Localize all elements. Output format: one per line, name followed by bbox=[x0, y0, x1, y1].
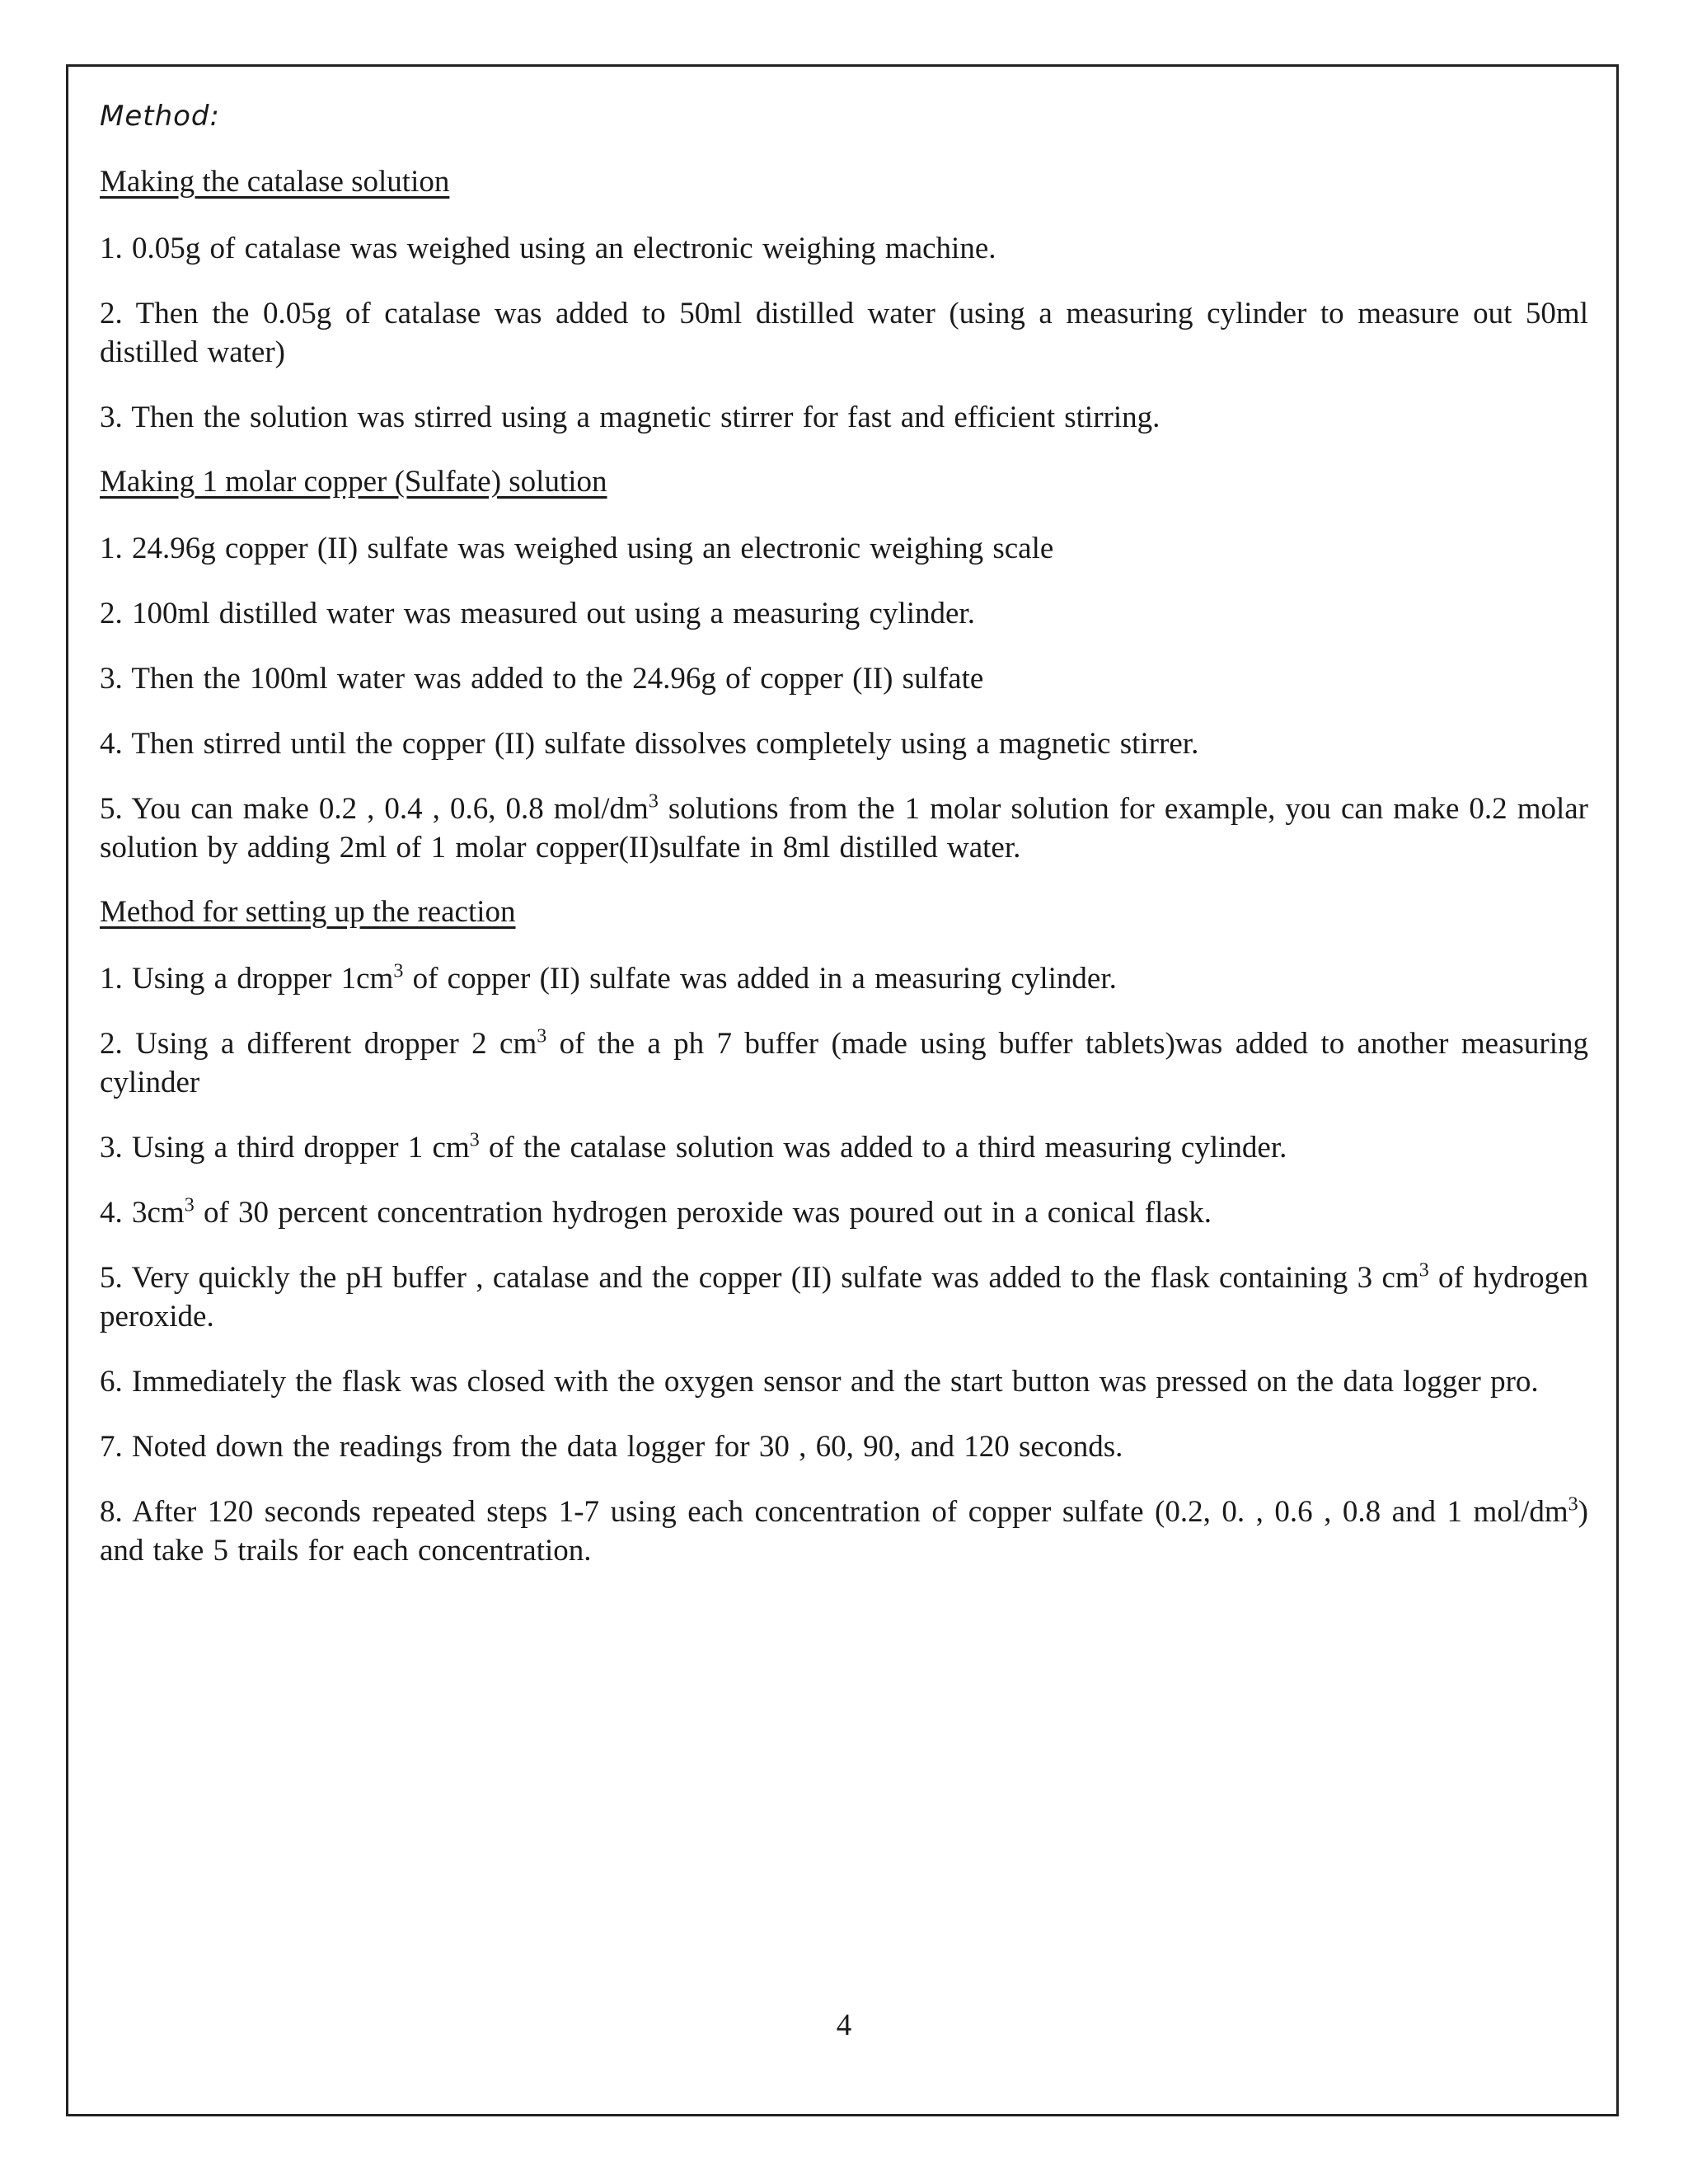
step-paragraph: 5. Very quickly the pH buffer , catalase and the copper (II) sulfate was added to the flask containing 3 $cm^3$ of hydrogen peroxide. bbox=[100, 1259, 1588, 1333]
section-title: Method for setting up the reaction bbox=[100, 895, 516, 929]
step-paragraph: 1. 24.96g copper (II) sulfate was weighed using an electronic weighing scale bbox=[100, 532, 1054, 565]
step-paragraph: 3. Using a third dropper 1 $cm^3$ of the catalase solution was added to a third measuring cylinder. bbox=[100, 1129, 1287, 1165]
section-making-catalase bbox=[100, 163, 1588, 437]
step-paragraph: 2. Using a different dropper 2 $cm^3$ of the a ph 7 buffer (made using buffer tablets)was added to another measuring cylinder bbox=[100, 1025, 1588, 1099]
step-paragraph: 6. Immediately the flask was closed with the oxygen sensor and the start button was pressed on the data logger pro. bbox=[100, 1365, 1539, 1399]
step-paragraph: 4. $3cm^3$ of 30 percent concentration hydrogen peroxide was poured out in a conical flask. bbox=[100, 1194, 1212, 1230]
step-paragraph: 3. Then the 100ml water was added to the 24.96g of copper (II) sulfate bbox=[100, 662, 984, 696]
document-body bbox=[100, 97, 1588, 1596]
step-paragraph: 5. You can make 0.2 , 0.4 , 0.6, 0.8 mol/$dm^3$ solutions from the 1 molar solution for example, you can make 0.2 molar solution by adding 2ml of 1 molar copper(II)sulfate in 8ml distilled water. bbox=[100, 790, 1588, 865]
section-making-copper-sulfate bbox=[100, 463, 1588, 867]
step-paragraph: 8. After 120 seconds repeated steps 1-7 using each concentration of copper sulfate (0.2, 0. , 0.6 , 0.8 and 1 mol/$dm^3$) and take 5 trails for each concentration. bbox=[100, 1493, 1588, 1568]
section-title: Making 1 molar copper (Sulfate) solution bbox=[100, 465, 607, 499]
step-paragraph: 1. 0.05g of catalase was weighed using an electronic weighing machine. bbox=[100, 232, 996, 265]
step-paragraph: 2. Then the 0.05g of catalase was added to 50ml distilled water (using a measuring cylinder to measure out 50ml distilled water) bbox=[100, 297, 1588, 369]
step-paragraph: 3. Then the solution was stirred using a magnetic stirrer for fast and efficient stirring. bbox=[100, 401, 1160, 434]
section-setting-up-reaction bbox=[100, 893, 1588, 1570]
step-paragraph: 4. Then stirred until the copper (II) sulfate dissolves completely using a magnetic stirrer. bbox=[100, 727, 1199, 761]
method-heading: Method: bbox=[100, 100, 220, 133]
page-number: 4 bbox=[836, 2008, 852, 2042]
step-paragraph: 1. Using a dropper $1cm^3$ of copper (II) sulfate was added in a measuring cylinder. bbox=[100, 960, 1117, 996]
step-paragraph: 2. 100ml distilled water was measured out using a measuring cylinder. bbox=[100, 597, 975, 630]
section-title: Making the catalase solution bbox=[100, 165, 450, 199]
step-paragraph: 7. Noted down the readings from the data logger for 30 , 60, 90, and 120 seconds. bbox=[100, 1430, 1123, 1464]
